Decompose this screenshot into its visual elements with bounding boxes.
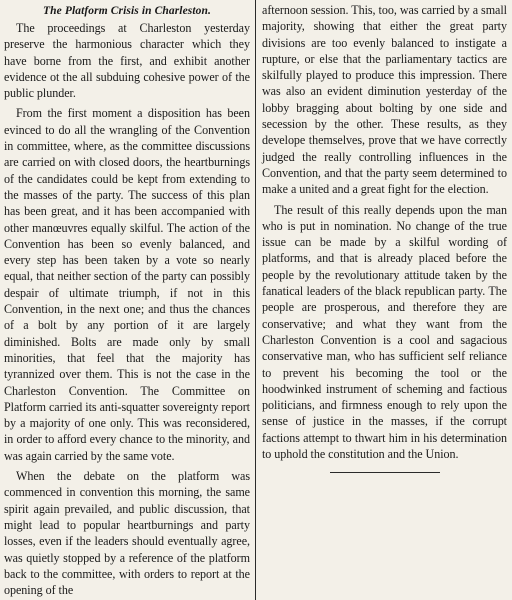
- article-paragraph-3-continued: afternoon session. This, too, was carried by a small majority, showing that either the great party divisions are too evenly balanced to instigate a rupture, or else that the parliamentary tactics are skilfully played to produce this impression. There was also an evident diminution yesterday of the lobby bragging about bolting by one side and secession by the other. These results, as they develope themselves, prove that we have correctly judged the really controlling influences in the Convention, and that the party seem determined to make a united and a great fight for the election.: [262, 3, 507, 197]
- article-paragraph-3: When the debate on the platform was commenced in convention this morning, the same spirit again prevailed, and public discussion, that might lead to popular heartburnings and party losses, even if the leaders should eventually agree, was quietly stopped by a reference of the platform back to the committee, with orders to report at the opening of the: [4, 469, 250, 598]
- article-end-rule: [330, 472, 440, 473]
- column-divider: [255, 0, 256, 600]
- article-paragraph-2: From the first moment a disposition has been evinced to do all the wrangling of the Convention in committee, where, as the committee discussions are carried on with closed doors, the heartburnings of the candidates could be kept from extending to the masses of the party. The success of this plan has been great, and it has been accompanied with other manœuvres equally skilful. The action of the Convention has been so evenly balanced, and every step has been taken by a vote so nearly equal, that neither section of the party can possibly despair of ultimate triumph, if not in this Convention, in the next one; and thus the chances of a bolt by any portion of it are largely diminished. Bolts are made only by small minorities, that feel that the majority has tyrannized over them. This is not the case in the Charleston Convention. The Committee on Platform carried its anti-squatter sovereignty report by a majority of one only. This was reconsidered, in order to afford every chance to the minority, and was again carried by the same vote.: [4, 106, 250, 463]
- article-headline: The Platform Crisis in Charleston.: [43, 5, 211, 17]
- article-paragraph-4: The result of this really depends upon the man who is put in nomination. No change of the true issue can be made by a skilful wording of platforms, and that is already placed before the people by the revolutionary attitude taken by the fanatical leaders of the black republican party. The people are prosperous, and therefore they are conservative; and what they want from the Charleston Convention is a cool and sagacious conservative man, who has sufficient self reliance to prevent his becoming the tool or the hoodwinked instrument of scheming and factious politicians, and firmness enough to rely upon the sense of justice in the masses, if the corrupt factions attempt to thwart him in his determination to uphold the constitution and the Union.: [262, 202, 507, 462]
- article-paragraph-1: The proceedings at Charleston yesterday preserve the harmonious character which they have borne from the first, and exhibit another evidence ot the all subduing cohesive power of the public plunder.: [4, 21, 250, 101]
- left-column: [4, 2, 250, 598]
- right-column: [262, 2, 507, 473]
